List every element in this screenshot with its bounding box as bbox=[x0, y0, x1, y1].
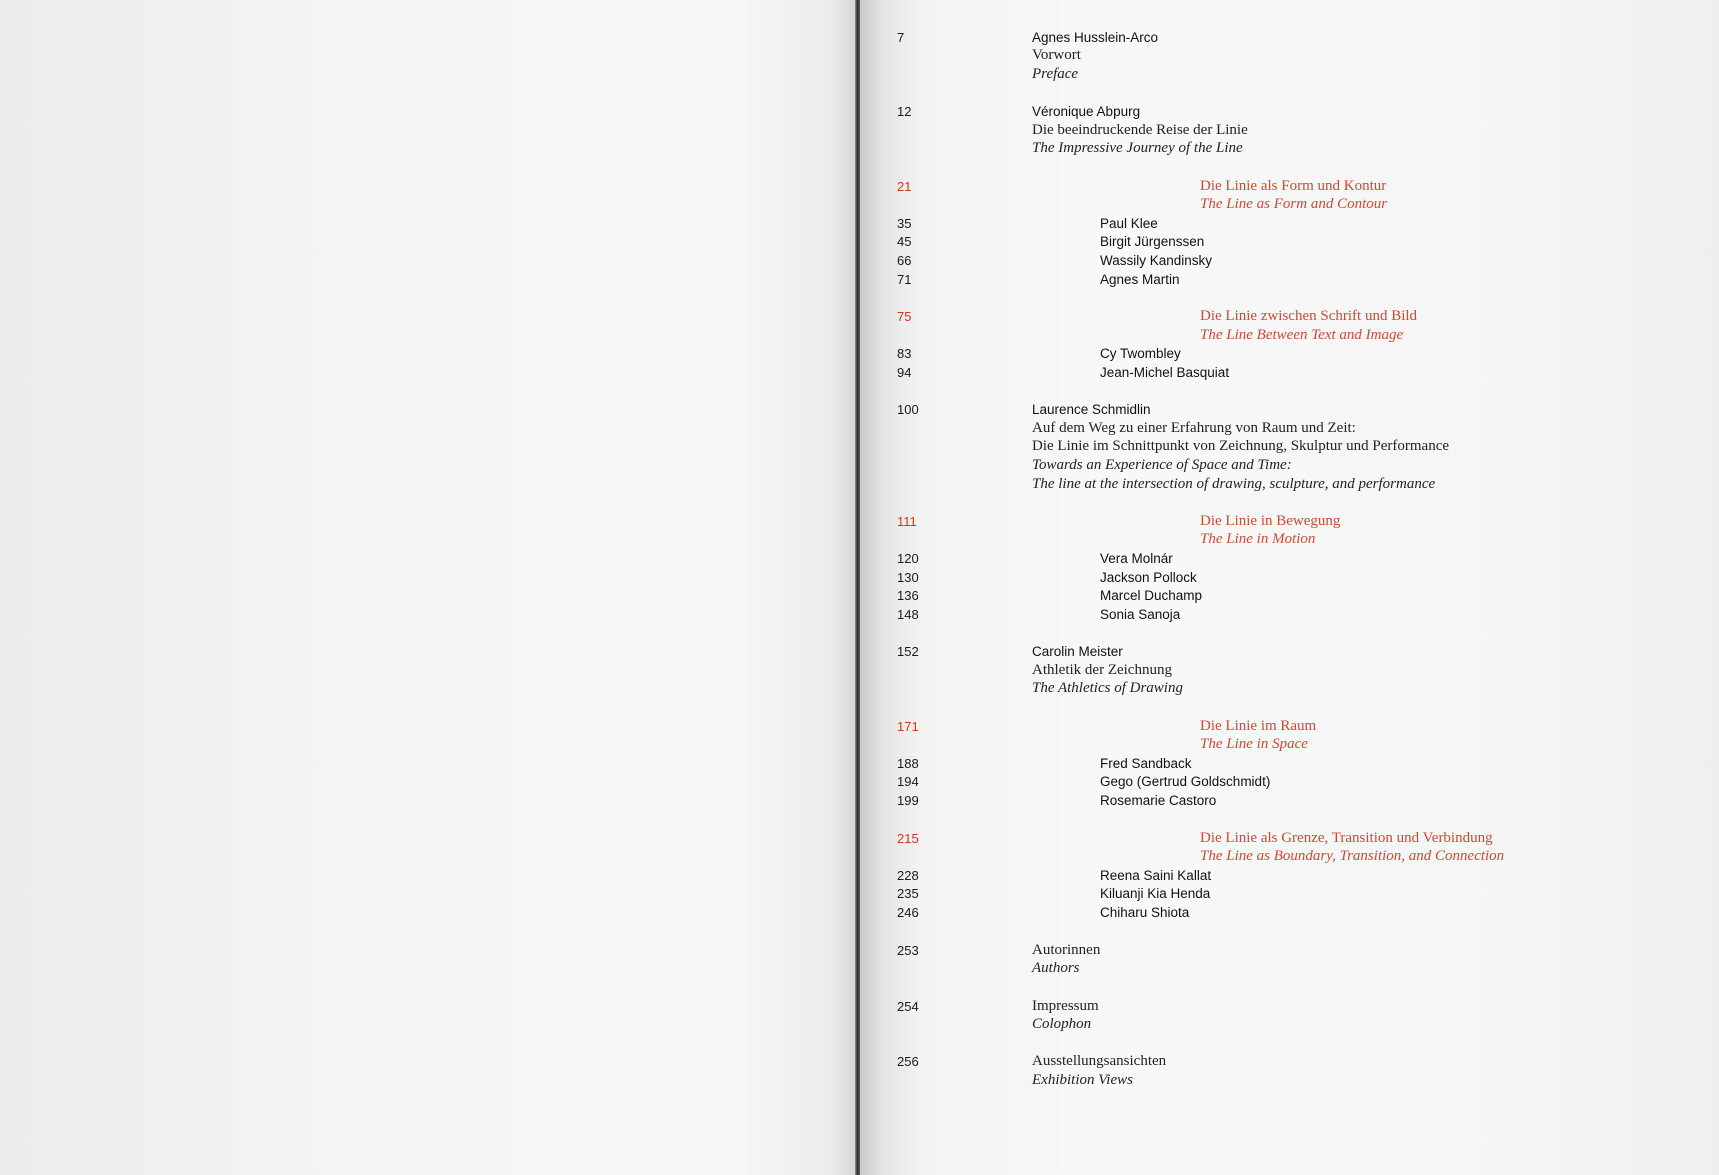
page-number: 148 bbox=[897, 607, 919, 622]
page-number: 254 bbox=[897, 999, 919, 1014]
section-title-en: The Line as Form and Contour bbox=[1200, 196, 1388, 212]
section-title-de: Die Linie zwischen Schrift und Bild bbox=[1200, 308, 1418, 324]
title-de: Ausstellungsansichten bbox=[1032, 1053, 1167, 1069]
title-en: Colophon bbox=[1032, 1016, 1092, 1032]
artist-name: Vera Molnár bbox=[1100, 551, 1173, 566]
artist-name: Gego (Gertrud Goldschmidt) bbox=[1100, 774, 1271, 789]
toc-entry bbox=[0, 102, 1719, 121]
artist-name: Jean-Michel Basquiat bbox=[1100, 365, 1230, 380]
artist-name: Cy Twombley bbox=[1100, 346, 1181, 361]
artist-name: Kiluanji Kia Henda bbox=[1100, 886, 1211, 901]
toc-entry bbox=[0, 1052, 1719, 1071]
artist-entry bbox=[0, 791, 1719, 810]
page-number: 194 bbox=[897, 774, 919, 789]
author-name: Véronique Abpurg bbox=[1032, 104, 1141, 119]
page-number: 83 bbox=[897, 346, 912, 361]
title-en: Exhibition Views bbox=[1032, 1072, 1133, 1088]
page-number: 215 bbox=[897, 831, 919, 846]
title-de: Athletik der Zeichnung bbox=[1032, 662, 1172, 678]
section-title-en: The Line in Space bbox=[1200, 736, 1308, 752]
page-number: 246 bbox=[897, 905, 919, 920]
artist-entry bbox=[0, 344, 1719, 363]
page-number: 7 bbox=[897, 30, 905, 45]
artist-entry bbox=[0, 251, 1719, 270]
title-en: The Athletics of Drawing bbox=[1032, 680, 1183, 696]
artist-entry bbox=[0, 866, 1719, 885]
page-number: 100 bbox=[897, 402, 919, 417]
author-name: Agnes Husslein-Arco bbox=[1032, 30, 1159, 45]
title-de: Vorwort bbox=[1032, 47, 1081, 63]
title-de: Auf dem Weg zu einer Erfahrung von Raum und Zeit: bbox=[1032, 420, 1356, 436]
artist-name: Chiharu Shiota bbox=[1100, 905, 1190, 920]
toc-entry bbox=[0, 28, 1719, 47]
page-number: 35 bbox=[897, 216, 912, 231]
section-title-en: The Line in Motion bbox=[1200, 531, 1316, 547]
page-number: 235 bbox=[897, 886, 919, 901]
artist-entry bbox=[0, 568, 1719, 587]
artist-name: Birgit Jürgenssen bbox=[1100, 234, 1205, 249]
title-en: The line at the intersection of drawing, sculpture, and performance bbox=[1032, 476, 1436, 492]
page-number: 111 bbox=[897, 514, 917, 529]
artist-entry bbox=[0, 772, 1719, 791]
artist-name: Paul Klee bbox=[1100, 216, 1158, 231]
author-name: Carolin Meister bbox=[1032, 644, 1123, 659]
title-de: Autorinnen bbox=[1032, 942, 1101, 958]
section-heading bbox=[0, 829, 1719, 848]
artist-name: Fred Sandback bbox=[1100, 756, 1192, 771]
artist-name: Reena Saini Kallat bbox=[1100, 868, 1212, 883]
section-title-de: Die Linie in Bewegung bbox=[1200, 513, 1341, 529]
artist-entry bbox=[0, 884, 1719, 903]
artist-name: Wassily Kandinsky bbox=[1100, 253, 1213, 268]
section-title-en: The Line Between Text and Image bbox=[1200, 327, 1404, 343]
artist-entry bbox=[0, 214, 1719, 233]
page-number: 71 bbox=[897, 272, 912, 287]
section-heading bbox=[0, 717, 1719, 736]
page-number: 199 bbox=[897, 793, 919, 808]
title-en: Authors bbox=[1032, 960, 1080, 976]
page-number: 188 bbox=[897, 756, 919, 771]
artist-entry bbox=[0, 232, 1719, 251]
artist-entry bbox=[0, 605, 1719, 624]
toc-entry bbox=[0, 997, 1719, 1016]
page-number: 136 bbox=[897, 588, 919, 603]
page-number: 152 bbox=[897, 644, 919, 659]
page-number: 66 bbox=[897, 253, 912, 268]
title-de: Impressum bbox=[1032, 998, 1099, 1014]
title-en: Preface bbox=[1032, 66, 1079, 82]
artist-name: Marcel Duchamp bbox=[1100, 588, 1203, 603]
title-en: The Impressive Journey of the Line bbox=[1032, 140, 1243, 156]
page-number: 228 bbox=[897, 868, 919, 883]
page-number: 21 bbox=[897, 179, 912, 194]
section-heading bbox=[0, 177, 1719, 196]
page-number: 12 bbox=[897, 104, 912, 119]
toc-entry bbox=[0, 642, 1719, 661]
artist-entry bbox=[0, 754, 1719, 773]
section-heading bbox=[0, 512, 1719, 531]
section-title-de: Die Linie als Form und Kontur bbox=[1200, 178, 1387, 194]
page-number: 171 bbox=[897, 719, 919, 734]
section-title-de: Die Linie als Grenze, Transition und Verbindung bbox=[1200, 830, 1493, 846]
section-title-de: Die Linie im Raum bbox=[1200, 718, 1317, 734]
title-de: Die Linie im Schnittpunkt von Zeichnung, Skulptur und Performance bbox=[1032, 438, 1450, 454]
page-number: 130 bbox=[897, 570, 919, 585]
page-number: 253 bbox=[897, 943, 919, 958]
page-number: 75 bbox=[897, 309, 912, 324]
page-number: 120 bbox=[897, 551, 919, 566]
artist-entry bbox=[0, 270, 1719, 289]
toc-entry bbox=[0, 400, 1719, 419]
artist-entry bbox=[0, 549, 1719, 568]
page-number: 45 bbox=[897, 234, 912, 249]
artist-name: Agnes Martin bbox=[1100, 272, 1180, 287]
artist-name: Rosemarie Castoro bbox=[1100, 793, 1217, 808]
artist-entry bbox=[0, 903, 1719, 922]
artist-name: Sonia Sanoja bbox=[1100, 607, 1181, 622]
artist-name: Jackson Pollock bbox=[1100, 570, 1197, 585]
toc-entry bbox=[0, 941, 1719, 960]
section-title-en: The Line as Boundary, Transition, and Connection bbox=[1200, 848, 1505, 864]
page-number: 94 bbox=[897, 365, 912, 380]
title-de: Die beeindruckende Reise der Linie bbox=[1032, 122, 1248, 138]
page-number: 256 bbox=[897, 1054, 919, 1069]
artist-entry bbox=[0, 363, 1719, 382]
title-en: Towards an Experience of Space and Time: bbox=[1032, 457, 1292, 473]
artist-entry bbox=[0, 586, 1719, 605]
author-name: Laurence Schmidlin bbox=[1032, 402, 1151, 417]
section-heading bbox=[0, 307, 1719, 326]
